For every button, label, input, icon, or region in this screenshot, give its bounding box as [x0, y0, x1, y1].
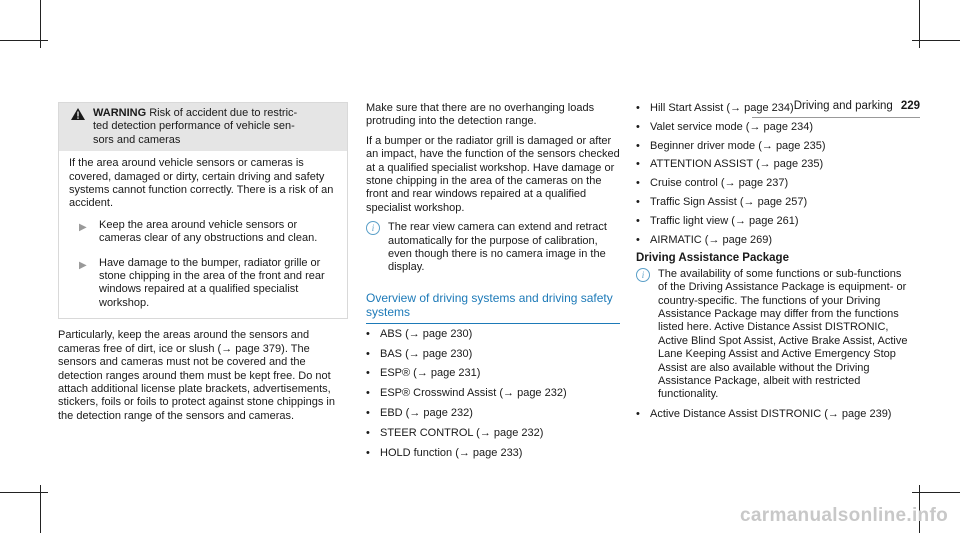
step-arrow-icon: ▶	[79, 221, 87, 233]
warning-title: Risk of accident due to restric-	[149, 107, 298, 119]
paragraph: Particularly, keep the areas around the sensors and cameras free of dirt, ice or slush (→ page 379). The sensors and cameras must not be covered and the detection ranges around them must be kept free. Do not attach additional license plate brackets, advertisements, stickers, foils or foils to protect against stone chippings in the detection range of the sensors and cameras.	[58, 329, 335, 422]
watermark: carmanualsonline.info	[740, 505, 948, 526]
warning-step-text: Keep the area around vehicle sensors or cameras clear of any obstructions and clean.	[99, 218, 318, 245]
list-item: • STEER CONTROL (→ page 232)	[366, 427, 620, 440]
warning-body	[59, 151, 347, 318]
warning-label: WARNING	[93, 107, 147, 119]
info-icon: i	[636, 268, 650, 282]
info-note	[636, 268, 912, 402]
list-item: • Cruise control (→ page 237)	[636, 177, 912, 190]
info-note	[366, 221, 620, 275]
warning-step	[69, 219, 337, 246]
page-number: 229	[900, 100, 920, 112]
list-item: • ESP® (→ page 231)	[366, 367, 620, 380]
subheading: Driving Assistance Package	[636, 252, 789, 265]
warning-header	[59, 103, 347, 151]
system-list	[366, 328, 620, 460]
crop-mark	[0, 492, 48, 493]
crop-mark	[912, 40, 960, 41]
warning-text: If the area around vehicle sensors or cameras is covered, damaged or dirty, certain driving and safety systems cannot function correctly. There is a risk of an accident.	[69, 157, 334, 210]
paragraph: Make sure that there are no overhanging loads protruding into the detection range.	[366, 102, 595, 128]
column-2	[366, 102, 620, 466]
list-item: • HOLD function (→ page 233)	[366, 447, 620, 460]
list-item: • ATTENTION ASSIST (→ page 235)	[636, 158, 912, 171]
list-item: • BAS (→ page 230)	[366, 348, 620, 361]
list-item: • Traffic light view (→ page 261)	[636, 215, 912, 228]
list-item: • Beginner driver mode (→ page 235)	[636, 140, 912, 153]
list-item: • EBD (→ page 232)	[366, 407, 620, 420]
warning-step-text: Have damage to the bumper, radiator grille or stone chipping in the area of the front and rear windows repaired at a qualified specialist workshop.	[99, 256, 325, 309]
list-item: • ESP® Crosswind Assist (→ page 232)	[366, 387, 620, 400]
warning-triangle-icon	[71, 108, 85, 124]
warning-title-line: ted detection performance of vehicle sen-	[93, 120, 295, 133]
list-item: • Hill Start Assist (→ page 234)	[636, 102, 912, 115]
system-list	[636, 102, 912, 247]
paragraph: If a bumper or the radiator grill is damaged or after an impact, have the function of the sensors checked at a qualified specialist workshop. Have damage or stone chipping in the area of the cameras on the front and rear windows repaired at a qualified specialist workshop.	[366, 134, 620, 214]
section-heading: Overview of driving systems and driving safety systems	[366, 291, 620, 324]
crop-mark	[0, 40, 48, 41]
info-text: The rear view camera can extend and retract automatically for the purpose of calibration, even though there is no camera image in the display.	[388, 221, 607, 274]
list-item: • Traffic Sign Assist (→ page 257)	[636, 196, 912, 209]
column-3	[636, 102, 912, 427]
warning-step	[69, 257, 337, 311]
warning-title-line: sors and cameras	[93, 133, 181, 146]
list-item: • Valet service mode (→ page 234)	[636, 121, 912, 134]
column-1	[58, 102, 348, 429]
step-arrow-icon: ▶	[79, 259, 87, 271]
list-item: • ABS (→ page 230)	[366, 328, 620, 341]
warning-box	[58, 102, 348, 319]
crop-mark	[912, 492, 960, 493]
list-item: • Active Distance Assist DISTRONIC (→ page 239)	[636, 408, 912, 421]
list-item: • AIRMATIC (→ page 269)	[636, 234, 912, 247]
info-icon: i	[366, 221, 380, 235]
system-list	[636, 408, 912, 421]
section-title: Driving and parking	[793, 100, 893, 112]
info-text: The availability of some functions or sub-functions of the Driving Assistance Package is equipment- or country-specific. The functions of your Driving Assistance Package may differ from the functions listed here. Active Distance Assist DISTRONIC, Active Blind Spot Assist, Active Brake Assist, Active Lane Keeping Assist and Active Emergency Stop Assist are also available without the Driving Assistance Package, albeit with restricted functionality.	[658, 267, 908, 401]
